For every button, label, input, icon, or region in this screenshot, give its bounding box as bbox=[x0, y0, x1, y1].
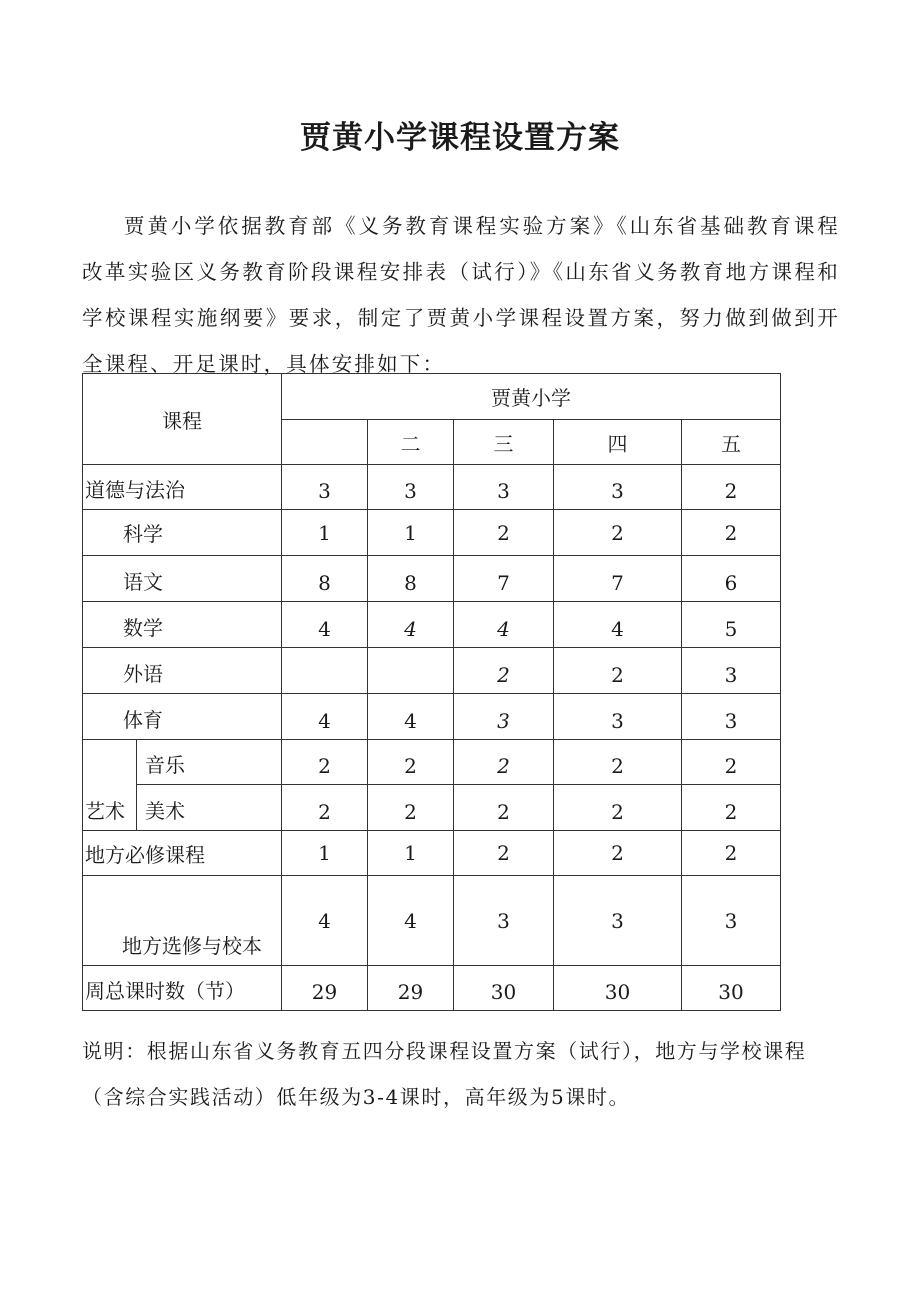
hours-cell: 1 bbox=[282, 831, 368, 876]
hours-cell: 5 bbox=[682, 602, 781, 648]
hours-cell: 1 bbox=[282, 510, 368, 556]
table-row bbox=[83, 876, 781, 966]
hours-cell: 3 bbox=[554, 694, 682, 740]
table-row bbox=[83, 966, 781, 1011]
note-paragraph: 说明：根据山东省义务教育五四分段课程设置方案（试行），地方与学校课程（含综合实践活动）低年级为3-4课时，高年级为5课时。 bbox=[82, 1039, 807, 1109]
hours-cell: 3 bbox=[682, 648, 781, 694]
corner-cell: 课程 bbox=[83, 374, 282, 465]
hours-cell: 2 bbox=[682, 510, 781, 556]
hours-cell: 2 bbox=[554, 831, 682, 876]
table-row bbox=[83, 556, 781, 602]
hours-cell: 3 bbox=[454, 694, 554, 740]
hours-cell: 7 bbox=[454, 556, 554, 602]
hours-cell: 3 bbox=[682, 694, 781, 740]
hours-cell: 2 bbox=[554, 510, 682, 556]
table-row bbox=[83, 510, 781, 556]
hours-cell: 2 bbox=[554, 648, 682, 694]
subject-label: 体育 bbox=[83, 694, 282, 740]
hours-cell: 2 bbox=[454, 648, 554, 694]
grade-header: 三 bbox=[454, 420, 554, 465]
hours-cell: 2 bbox=[454, 831, 554, 876]
hours-cell: 1 bbox=[368, 831, 454, 876]
subject-label: 地方选修与校本 bbox=[83, 876, 282, 966]
table-row bbox=[83, 785, 781, 831]
grade-header bbox=[282, 420, 368, 465]
hours-cell: 3 bbox=[454, 876, 554, 966]
table-row bbox=[83, 740, 781, 785]
hours-cell: 3 bbox=[554, 876, 682, 966]
hours-cell: 2 bbox=[554, 740, 682, 785]
subject-label: 音乐 bbox=[137, 740, 282, 785]
total-cell: 30 bbox=[682, 966, 781, 1011]
hours-cell: 4 bbox=[282, 694, 368, 740]
subject-label: 美术 bbox=[137, 785, 282, 831]
hours-cell: 2 bbox=[682, 740, 781, 785]
subject-label: 数学 bbox=[83, 602, 282, 648]
hours-cell: 2 bbox=[682, 831, 781, 876]
hours-cell bbox=[368, 648, 454, 694]
hours-cell: 4 bbox=[368, 876, 454, 966]
subject-label: 道德与法治 bbox=[83, 465, 282, 510]
table-row bbox=[83, 831, 781, 876]
hours-cell: 4 bbox=[282, 602, 368, 648]
hours-cell: 4 bbox=[368, 694, 454, 740]
hours-cell: 7 bbox=[554, 556, 682, 602]
table-row bbox=[83, 465, 781, 510]
hours-cell: 8 bbox=[282, 556, 368, 602]
hours-cell: 1 bbox=[368, 510, 454, 556]
table-row bbox=[83, 648, 781, 694]
hours-cell: 3 bbox=[554, 465, 682, 510]
subject-label: 语文 bbox=[83, 556, 282, 602]
hours-cell: 3 bbox=[368, 465, 454, 510]
grade-header: 五 bbox=[682, 420, 781, 465]
school-header: 贾黄小学 bbox=[282, 374, 781, 420]
hours-cell: 2 bbox=[682, 465, 781, 510]
total-cell: 30 bbox=[554, 966, 682, 1011]
hours-cell bbox=[282, 648, 368, 694]
intro-paragraph: 贾黄小学依据教育部《义务教育课程实验方案》《山东省基础教育课程改革实验区义务教育阶段课程安排表（试行）》《山东省义务教育地方课程和学校课程实施纲要》要求，制定了贾黄小学课程设置方案，努力做到做到开全课程、开足课时，具体安排如下： bbox=[82, 214, 840, 376]
hours-cell: 4 bbox=[368, 602, 454, 648]
total-label: 周总课时数（节） bbox=[83, 966, 282, 1011]
course-table bbox=[82, 373, 781, 1011]
hours-cell: 2 bbox=[368, 740, 454, 785]
hours-cell: 3 bbox=[282, 465, 368, 510]
hours-cell: 2 bbox=[282, 785, 368, 831]
subject-label: 外语 bbox=[83, 648, 282, 694]
grade-header: 四 bbox=[554, 420, 682, 465]
subject-label: 地方必修课程 bbox=[83, 831, 282, 876]
grade-header: 二 bbox=[368, 420, 454, 465]
hours-cell: 3 bbox=[454, 465, 554, 510]
hours-cell: 2 bbox=[282, 740, 368, 785]
page-title: 贾黄小学课程设置方案 bbox=[300, 120, 620, 156]
hours-cell: 4 bbox=[554, 602, 682, 648]
hours-cell: 2 bbox=[454, 740, 554, 785]
hours-cell: 8 bbox=[368, 556, 454, 602]
hours-cell: 2 bbox=[368, 785, 454, 831]
arts-group-label: 艺术 bbox=[83, 740, 137, 831]
hours-cell: 2 bbox=[454, 785, 554, 831]
hours-cell: 2 bbox=[454, 510, 554, 556]
hours-cell: 2 bbox=[554, 785, 682, 831]
table-header-row bbox=[83, 374, 781, 420]
table-row bbox=[83, 694, 781, 740]
subject-label: 科学 bbox=[83, 510, 282, 556]
total-cell: 30 bbox=[454, 966, 554, 1011]
hours-cell: 6 bbox=[682, 556, 781, 602]
hours-cell: 4 bbox=[282, 876, 368, 966]
total-cell: 29 bbox=[368, 966, 454, 1011]
total-cell: 29 bbox=[282, 966, 368, 1011]
hours-cell: 2 bbox=[682, 785, 781, 831]
table-row bbox=[83, 602, 781, 648]
hours-cell: 3 bbox=[682, 876, 781, 966]
hours-cell: 4 bbox=[454, 602, 554, 648]
